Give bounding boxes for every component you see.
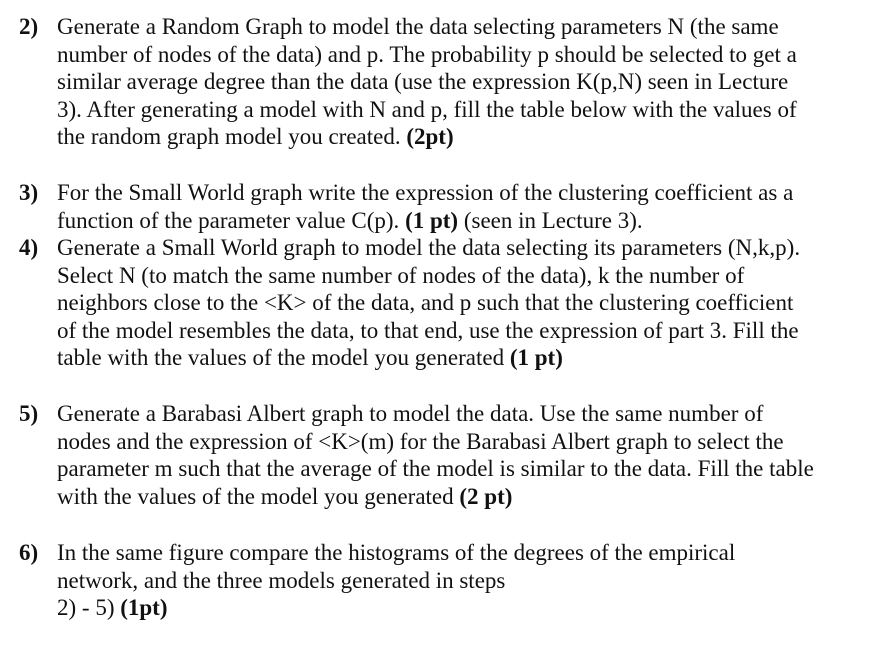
text-line: the random graph model you created. — [57, 124, 407, 150]
question-text — [57, 13, 859, 151]
text-line-last — [57, 207, 859, 235]
text-line: Select N (to match the same number of nodes of the data), k the number of — [57, 262, 745, 288]
text-line: of the model resembles the data, to that end, use the expression of part 3. Fill the — [57, 317, 799, 343]
text-line-last — [57, 594, 859, 622]
question-text — [57, 179, 859, 234]
text-line: Generate a Small World graph to model the data selecting its parameters (N,k,p). — [57, 235, 801, 260]
text-line: number of nodes of the data) and p. The probability p should be selected to get a — [57, 41, 797, 67]
text-line: neighbors close to the <K> of the data, and p such that the clustering coefficient — [57, 290, 794, 316]
question-number: 3) — [19, 180, 39, 205]
points-label: (1pt) — [120, 595, 168, 621]
question-number: 4) — [19, 235, 39, 260]
question-item-5 — [19, 400, 859, 510]
text-line: Generate a Random Graph to model the data selecting parameters N (the same — [57, 14, 779, 39]
question-number: 5) — [19, 401, 39, 426]
question-item-4 — [19, 234, 859, 372]
question-item-6 — [19, 539, 859, 622]
question-text — [57, 539, 859, 622]
text-line: nodes and the expression of <K>(m) for the Barabasi Albert graph to select the — [57, 428, 784, 454]
text-line: 3). After generating a model with N and p, fill the table below with the values of — [57, 96, 797, 122]
text-line: 2) - 5) — [57, 595, 121, 621]
text-line: For the Small World graph write the expression of the clustering coefficient as a — [57, 180, 794, 205]
question-item-3 — [19, 179, 859, 234]
text-line-last — [57, 344, 859, 372]
text-tail: (seen in Lecture 3). — [458, 207, 643, 233]
text-line: with the values of the model you generated — [57, 483, 460, 509]
question-number: 2) — [19, 14, 39, 39]
text-line: In the same figure compare the histograms of the degrees of the empirical — [57, 540, 736, 565]
text-line: network, and the three models generated in steps — [57, 567, 506, 593]
question-number: 6) — [19, 540, 39, 565]
points-label: (2 pt) — [459, 483, 513, 509]
text-line: function of the parameter value C(p). — [57, 207, 406, 233]
text-line: Generate a Barabasi Albert graph to model the data. Use the same number of — [57, 401, 764, 426]
text-line: parameter m such that the average of the model is similar to the data. Fill the table — [57, 456, 814, 482]
text-line: table with the values of the model you generated — [57, 345, 510, 371]
points-label: (2pt) — [406, 124, 454, 150]
text-line-last — [57, 483, 859, 511]
text-line-last — [57, 123, 859, 151]
question-item-2 — [19, 13, 859, 151]
points-label: (1 pt) — [509, 345, 563, 371]
question-text — [57, 234, 859, 372]
question-text — [57, 400, 859, 510]
points-label: (1 pt) — [405, 207, 459, 233]
text-line: similar average degree than the data (use the expression K(p,N) seen in Lecture — [57, 69, 789, 95]
